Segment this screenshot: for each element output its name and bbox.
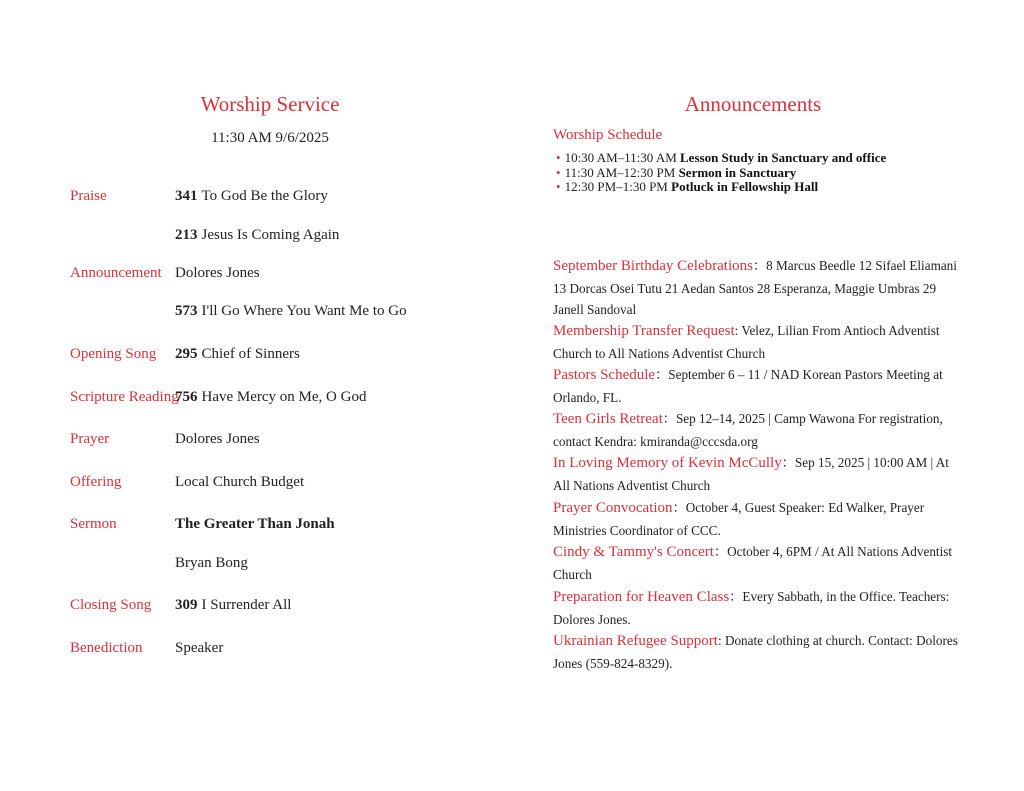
bullet-icon: •	[556, 164, 561, 180]
announcement-sep: :	[717, 633, 725, 648]
bullet-icon: •	[556, 150, 561, 165]
announcement-heading: September Birthday Celebrations	[553, 258, 753, 274]
order-label: Sermon	[70, 516, 117, 532]
bullet-icon: •	[556, 179, 561, 194]
announcement-memorial	[553, 452, 963, 496]
order-value: Dolores Jones	[175, 431, 260, 447]
announcement-body: Sep 12–14, 2025 | Camp Wawona For registration, contact Kendra: kmiranda@cccsda.org	[553, 411, 943, 449]
announcement-sep: ：	[713, 544, 728, 559]
schedule-item	[556, 151, 886, 166]
announcement-heading: Membership Transfer Request	[553, 323, 735, 339]
hymn-title: Jesus Is Coming Again	[201, 227, 340, 243]
worship-schedule-heading: Worship Schedule	[553, 127, 663, 143]
schedule-item	[556, 180, 886, 195]
announcement-sep: ：	[752, 258, 767, 273]
order-label: Announcement	[70, 265, 162, 281]
announcement-body: Velez, Lilian From Antioch Adventist Church to All Nations Adventist Church	[553, 323, 940, 361]
announcement-sep: ：	[729, 589, 743, 604]
order-label: Scripture Reading	[70, 389, 179, 405]
announcement-heaven-class	[553, 586, 963, 630]
schedule-item	[556, 166, 886, 181]
announcement-sep: ：	[662, 411, 676, 426]
preacher-name: Bryan Bong	[175, 555, 248, 571]
announcement-prayer-convocation	[553, 497, 963, 541]
order-label: Offering	[70, 474, 122, 490]
schedule-activity: Lesson Study in Sanctuary and office	[680, 150, 887, 165]
announcement-body: October 4, 6PM / At All Nations Adventist Church	[553, 544, 953, 582]
announcement-heading: Teen Girls Retreat	[553, 411, 663, 427]
announcement-body: Every Sabbath, in the Office. Teachers: Dolores Jones.	[553, 589, 950, 627]
schedule-time: 12:30 PM–1:30 PM	[564, 179, 668, 194]
hymn-number: 309	[175, 597, 198, 613]
hymn-title: Chief of Sinners	[201, 346, 300, 362]
announcement-heading: Cindy & Tammy's Concert	[553, 544, 714, 560]
announcement-sep: ：	[655, 367, 669, 382]
hymn-title: I Surrender All	[201, 597, 292, 613]
order-label: Opening Song	[70, 346, 157, 362]
hymn-number: 573	[175, 303, 198, 319]
sermon-title: The Greater Than Jonah	[175, 516, 335, 532]
order-value	[175, 303, 407, 320]
announcement-birthdays	[553, 255, 963, 321]
announcement-sep: ：	[781, 455, 795, 470]
announcement-heading: Ukrainian Refugee Support	[553, 633, 718, 649]
schedule-time: 10:30 AM–11:30 AM	[564, 150, 677, 165]
order-label: Prayer	[70, 431, 110, 447]
announcements-page	[520, 0, 1024, 791]
worship-schedule-list	[556, 151, 886, 195]
order-label: Praise	[70, 188, 107, 204]
order-value: Local Church Budget	[175, 474, 305, 490]
announcement-membership-transfer	[553, 320, 963, 364]
order-value: Dolores Jones	[175, 265, 260, 281]
schedule-activity: Potluck in Fellowship Hall	[671, 179, 819, 194]
announcement-heading: Preparation for Heaven Class	[553, 589, 730, 605]
order-value: Speaker	[175, 640, 224, 656]
worship-service-title: Worship Service	[200, 92, 340, 116]
service-datetime: 11:30 AM 9/6/2025	[211, 130, 329, 146]
announcements-title: Announcements	[684, 92, 822, 116]
announcement-concert	[553, 541, 963, 585]
announcement-body: September 6 – 11 / NAD Korean Pastors Meeting at Orlando, FL.	[553, 367, 943, 405]
announcement-heading: Prayer Convocation	[553, 500, 673, 516]
hymn-number: 756	[175, 389, 198, 405]
hymn-number: 213	[175, 227, 198, 243]
hymn-title: To God Be the Glory	[201, 188, 328, 204]
order-value	[175, 597, 291, 614]
order-value	[175, 346, 300, 363]
hymn-number: 341	[175, 188, 198, 204]
announcement-refugee-support	[553, 630, 963, 674]
order-value	[175, 227, 339, 244]
announcement-teen-retreat	[553, 408, 963, 452]
order-value	[175, 389, 366, 406]
announcement-pastors-schedule	[553, 364, 963, 408]
order-label: Closing Song	[70, 597, 152, 613]
hymn-title: I'll Go Where You Want Me to Go	[201, 303, 407, 319]
announcement-heading: In Loving Memory of Kevin McCully	[553, 455, 782, 471]
announcement-heading: Pastors Schedule	[553, 367, 656, 383]
hymn-title: Have Mercy on Me, O God	[201, 389, 367, 405]
announcement-body: 8 Marcus Beedle 12 Sifael Eliamani 13 Dorcas Osei Tutu 21 Aedan Santos 28 Esperanza, Maggie Umbras 29 Janell Sandoval	[553, 258, 957, 317]
schedule-time: 11:30 AM–12:30 PM	[564, 164, 676, 180]
hymn-number: 295	[175, 346, 198, 362]
announcement-body: Donate clothing at church. Contact: Dolores Jones (559-824-8329).	[553, 633, 958, 671]
order-value	[175, 188, 328, 205]
announcement-body: October 4, Guest Speaker: Ed Walker, Prayer Ministries Coordinator of CCC.	[553, 500, 925, 538]
schedule-activity: Sermon in Sanctuary	[678, 164, 797, 180]
order-label: Benediction	[70, 640, 143, 656]
announcement-body: Sep 15, 2025 | 10:00 AM | At All Nations Adventist Church	[553, 455, 949, 493]
announcement-sep: :	[734, 323, 742, 338]
announcement-sep: ：	[672, 500, 686, 515]
